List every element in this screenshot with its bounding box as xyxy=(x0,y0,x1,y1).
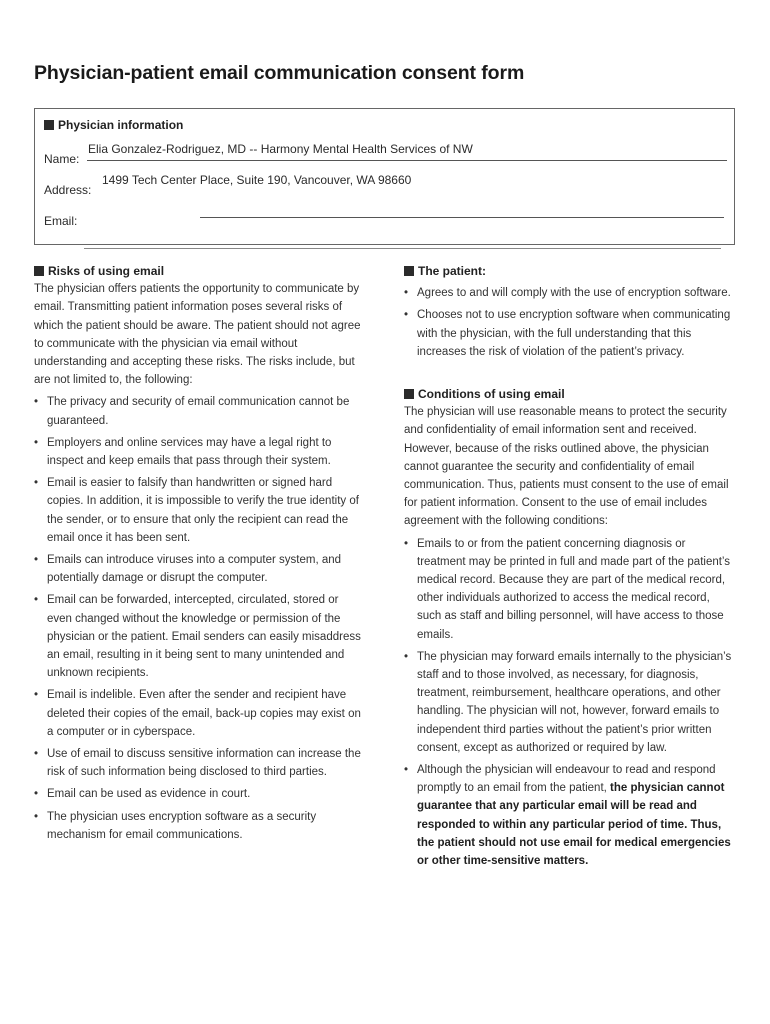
condition-emphasis-text: the physician cannot guarantee that any particular email will be read and responded to within any particular period of time. Thus, the patient should not use email for medical emergencies or other time-sensitive matters. xyxy=(417,782,731,868)
patient-heading xyxy=(404,262,736,280)
risk-text: The privacy and security of email communication cannot be guaranteed. xyxy=(47,396,350,427)
bullet-icon: • xyxy=(34,748,39,761)
list-item xyxy=(404,284,736,302)
list-item xyxy=(404,761,736,870)
square-bullet-icon xyxy=(404,389,414,399)
physician-info-heading-text: Physician information xyxy=(58,118,184,132)
risk-text: Employers and online services may have a legal right to inspect and keep emails that pass through their system. xyxy=(47,436,332,468)
list-item xyxy=(404,648,736,757)
conditions-heading-text: Conditions of using email xyxy=(418,387,565,402)
bullet-icon: • xyxy=(34,594,39,607)
patient-choice-text: Chooses not to use encryption software when communicating with the physician, with the full understanding that this increases the risk of violation of the patient’s privacy. xyxy=(417,309,731,358)
conditions-intro: The physician will use reasonable means to protect the security and confidentiality of email information sent and received. However, because of the risks outlined above, the physician cannot guarantee the security and confidentiality of email communication. Thus, patients must consent to the use of email for patient information. Consent to the use of email includes agreement with the following conditions: xyxy=(404,406,729,528)
bullet-icon: • xyxy=(34,554,39,567)
bullet-icon: • xyxy=(404,537,409,550)
bullet-icon: • xyxy=(34,436,39,449)
condition-text: Although the physician will endeavour to read and respond promptly to an email from the patient, xyxy=(417,764,716,795)
square-bullet-icon xyxy=(404,266,414,276)
risk-text: Email is indelible. Even after the sender and recipient have deleted their copies of the email, back-up copies may exist on a computer or in cyberspace. xyxy=(47,689,361,738)
divider xyxy=(84,248,721,249)
risks-list xyxy=(34,393,364,844)
bullet-icon: • xyxy=(404,650,409,663)
bullet-icon: • xyxy=(404,764,409,777)
risks-intro: The physician offers patients the opportunity to communicate by email. Transmitting patient information poses several risks of which the patient should be aware. The patient should not agree to communicate with the physician via email without understanding and accepting these risks. The risks include, but are not limited to, the following: xyxy=(34,283,361,387)
conditions-heading xyxy=(404,385,736,403)
list-item xyxy=(34,551,364,587)
list-item xyxy=(404,535,736,644)
physician-info-box xyxy=(34,108,735,245)
list-item xyxy=(34,474,364,547)
bullet-icon: • xyxy=(34,810,39,823)
risk-text: The physician uses encryption software as a security mechanism for email communications. xyxy=(47,810,317,841)
risk-text: Use of email to discuss sensitive information can increase the risk of such information being disclosed to third parties. xyxy=(47,748,361,779)
list-item xyxy=(34,434,364,470)
risks-heading xyxy=(34,262,364,280)
address-field[interactable]: 1499 Tech Center Place, Suite 190, Vancouver, WA 98660 xyxy=(102,173,412,187)
risks-column xyxy=(34,262,364,844)
list-item xyxy=(34,393,364,429)
physician-info-heading xyxy=(44,118,183,132)
patient-list xyxy=(404,284,736,361)
risks-heading-text: Risks of using email xyxy=(48,264,165,278)
square-bullet-icon xyxy=(44,120,54,130)
risk-text: Email is easier to falsify than handwritten or signed hard copies. In addition, it is impossible to verify the true identity of the sender, or to ensure that only the recipient can read the email once it has been sent. xyxy=(47,477,359,544)
list-item xyxy=(34,785,364,803)
name-line xyxy=(87,160,727,161)
email-line xyxy=(200,217,724,218)
patient-heading-text: The patient: xyxy=(418,264,486,278)
email-label: Email: xyxy=(44,214,78,228)
bullet-icon: • xyxy=(404,287,409,300)
list-item xyxy=(34,745,364,781)
list-item xyxy=(34,808,364,844)
list-item xyxy=(34,591,364,682)
condition-text: The physician may forward emails internally to the physician’s staff and to those involved, as necessary, for diagnosis, treatment, reimbursement, healthcare operations, and other handling. The physician will not, however, forward emails to independent third parties without the patient’s prior written consent, except as authorized or required by law. xyxy=(417,650,732,754)
risk-text: Emails can introduce viruses into a computer system, and potentially damage or disrupt the computer. xyxy=(47,554,342,585)
right-column xyxy=(404,262,736,870)
bullet-icon: • xyxy=(404,309,409,322)
list-item xyxy=(404,306,736,361)
risk-text: Email can be used as evidence in court. xyxy=(47,788,251,801)
address-label: Address: xyxy=(44,183,92,197)
form-title: Physician-patient email communication consent form xyxy=(34,62,525,84)
bullet-icon: • xyxy=(34,477,39,490)
risk-text: Email can be forwarded, intercepted, circulated, stored or even changed without the knowledge or permission of the physician or the patient. Email senders can easily misaddress an email, resulting in it being sent to many unintended and unknown recipients. xyxy=(47,594,361,680)
patient-choice-text: Agrees to and will comply with the use of encryption software. xyxy=(417,287,731,300)
name-field[interactable]: Elia Gonzalez-Rodriguez, MD -- Harmony Mental Health Services of NW xyxy=(88,142,473,156)
square-bullet-icon xyxy=(34,266,44,276)
bullet-icon: • xyxy=(34,689,39,702)
name-label: Name: xyxy=(44,152,80,166)
list-item xyxy=(34,686,364,741)
conditions-list xyxy=(404,535,736,871)
bullet-icon: • xyxy=(34,396,39,409)
bullet-icon: • xyxy=(34,788,39,801)
condition-text: Emails to or from the patient concerning diagnosis or treatment may be printed in full and made part of the patient’s medical record. Because they are part of the medical record, other individuals authorized to access the medical record, such as staff and billing personnel, will have access to those emails. xyxy=(417,537,731,641)
